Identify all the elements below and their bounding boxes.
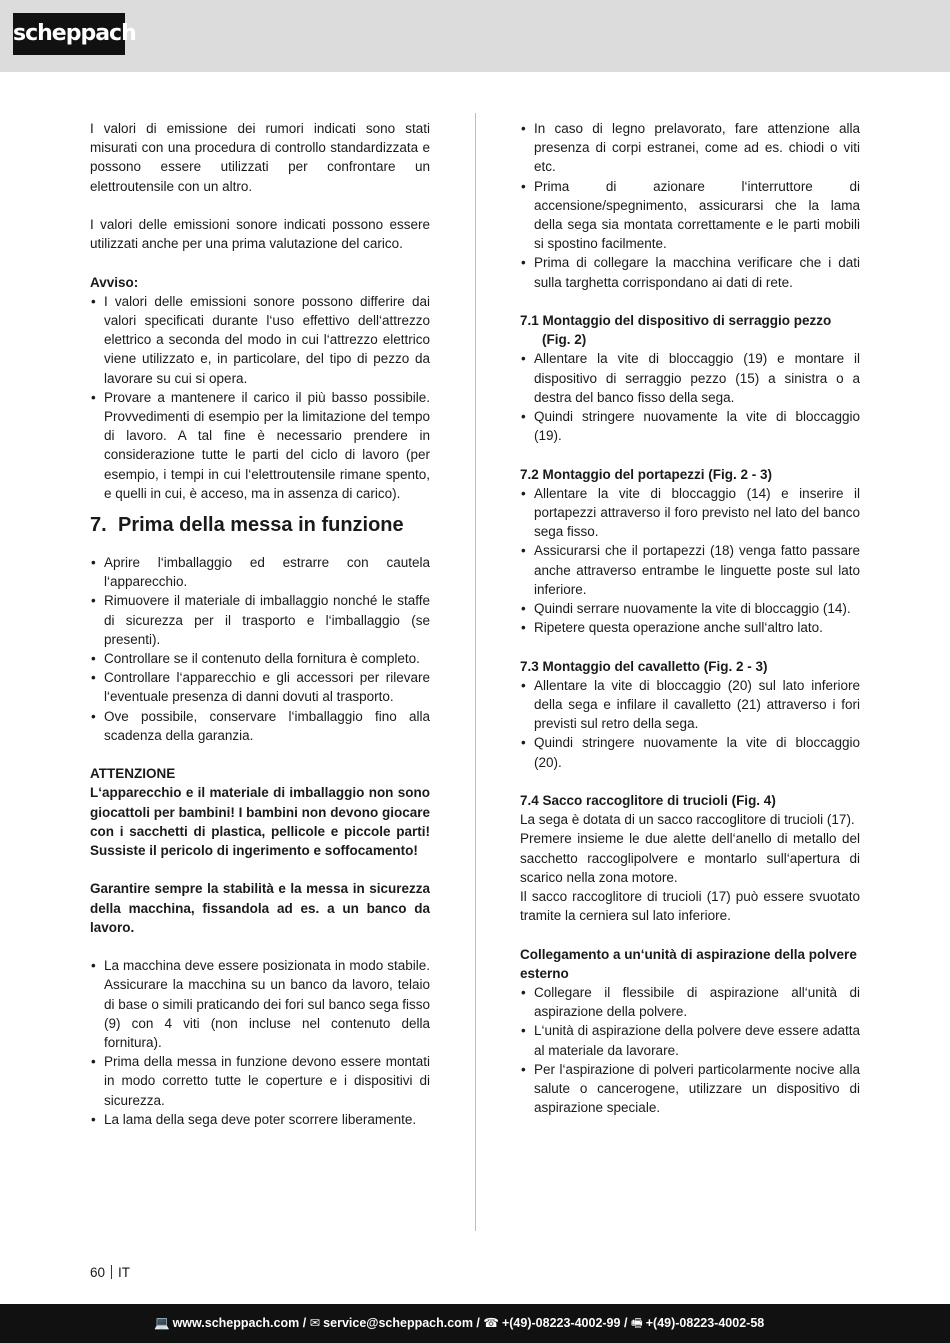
list-item: • Controllare l‘apparecchio e gli accessori per rilevare l‘eventuale presenza di danni dovuti al trasporto. [90,668,430,706]
preparation-list [520,119,860,292]
section-7-4-paragraph-2: Premere insieme le due alette dell‘anello di metallo del sacchetto raccoglipolvere e montarlo sull‘apertura di scarico nella zona motore. [520,831,860,885]
list-item: • Ripetere questa operazione anche sull‘altro lato. [520,618,860,637]
phone-icon: ☎ [483,1316,499,1330]
section-7-4-paragraph-1: La sega è dotata di un sacco raccoglitore di trucioli (17). [520,812,855,828]
attenzione-heading: ATTENZIONE [90,766,176,782]
list-item: • Controllare se il contenuto della fornitura è completo. [90,649,430,668]
fax-icon: 🖷 [630,1316,643,1330]
dust-extraction-list [520,983,860,1117]
mail-icon: ✉ [309,1316,321,1330]
contact-bar [0,1304,950,1343]
section-7-3-heading: 7.3 Montaggio del cavalletto (Fig. 2 - 3) [520,658,768,674]
list-item: • La macchina deve essere posizionata in modo stabile. Assicurare la macchina su un banco da lavoro, telaio di base o simili praticando dei fori sul banco sega fisso (9) con 4 viti (non incluse nel contenuto della fornitura). [90,956,430,1052]
attenzione-text: L‘apparecchio e il materiale di imballaggio non sono giocattoli per bambini! I bambini non devono giocare con i sacchetti di plastica, pellicole e piccole parti! Sussiste il pericolo di ingerimento e soffocamento! [90,785,430,859]
right-column [520,119,860,1117]
list-item: • Quindi stringere nuovamente la vite di bloccaggio (20). [520,733,860,771]
list-item: • I valori delle emissioni sonore possono differire dai valori specificati durante l‘uso effettivo dell‘attrezzo elettrico a seconda del modo in cui l‘attrezzo elettrico viene utilizzato e, in particolare, del tipo di pezzo da lavorare su cui si opera. [90,292,430,388]
section-7-1-fig: (Fig. 2) [542,332,587,348]
list-item: • Collegare il flessibile di aspirazione all‘unità di aspirazione della polvere. [520,983,860,1021]
fax-number: +(49)-08223-4002-58 [645,1316,765,1330]
computer-icon: 💻 [154,1316,170,1330]
section-number: 7. [90,514,107,537]
list-item: • In caso di legno prelavorato, fare attenzione alla presenza di corpi estranei, come ad es. chiodi o viti etc. [520,119,860,177]
contact-separator: / [302,1316,307,1330]
section-7-4-paragraph-3: Il sacco raccoglitore di trucioli (17) può essere svuotato tramite la cerniera sul lato inferiore. [520,889,860,924]
language-code: IT [118,1265,131,1280]
list-item: • Prima di azionare l‘interruttore di accensione/spegnimento, assicurarsi che la lama della sega sia montata correttamente e le parti mobili si spostino facilmente. [520,177,860,254]
section-7-2-heading: 7.2 Montaggio del portapezzi (Fig. 2 - 3) [520,466,773,482]
footer-separator [111,1265,112,1279]
left-column [90,119,430,1129]
list-item: • Allentare la vite di bloccaggio (14) e inserire il portapezzi attraverso il foro previsto nel lato del banco sega fisso. [520,484,860,542]
section-7-2-list [520,484,860,638]
list-item: • Quindi serrare nuovamente la vite di bloccaggio (14). [520,599,860,618]
list-item: • L‘unità di aspirazione della polvere deve essere adatta al materiale da lavorare. [520,1021,860,1059]
section-7-list [90,553,430,745]
contact-separator: / [476,1316,480,1330]
scheppach-logo: scheppach [13,13,125,55]
section-7-3-list [520,676,860,772]
section-7-1-heading [520,311,860,349]
column-divider [475,113,476,1231]
page-number: 60 [90,1265,106,1280]
list-item: • La lama della sega deve poter scorrere liberamente. [90,1110,430,1129]
header-bar [0,0,950,72]
list-item: • Per l‘aspirazione di polveri particolarmente nocive alla salute o cancerogene, utilizzare un dispositivo di aspirazione speciale. [520,1060,860,1118]
noise-paragraph-1: I valori di emissione dei rumori indicati sono stati misurati con una procedura di controllo standardizzata e possono essere utilizzati per confrontare un elettroutensile con un altro. [90,121,430,194]
section-7-heading [90,511,430,539]
stability-warning: Garantire sempre la stabilità e la messa in sicurezza della macchina, fissandola ad es. a un banco da lavoro. [90,881,430,935]
section-title: Prima della messa in funzione [118,514,404,537]
contact-separator: / [623,1316,628,1330]
email-link[interactable]: service@scheppach.com [323,1316,473,1330]
list-item: • Aprire l‘imballaggio ed estrarre con cautela l‘apparecchio. [90,553,430,591]
dust-extraction-heading: Collegamento a un‘unità di aspirazione della polvere esterno [520,946,857,981]
list-item: • Ove possibile, conservare l‘imballaggio fino alla scadenza della garanzia. [90,707,430,745]
section-7-4-heading: 7.4 Sacco raccoglitore di trucioli (Fig. 4) [520,793,776,809]
website-link[interactable]: www.scheppach.com [172,1316,300,1330]
page-footer [90,1265,130,1280]
section-7-1-list [520,349,860,445]
list-item: • Rimuovere il materiale di imballaggio nonché le staffe di sicurezza per il trasporto e l‘imballaggio (se presenti). [90,591,430,649]
list-item: • Prima di collegare la macchina verificare che i dati sulla targhetta corrispondano ai dati di rete. [520,253,860,291]
list-item: • Assicurarsi che il portapezzi (18) venga fatto passare anche attraverso entrambe le linguette poste sul lato inferiore. [520,541,860,599]
avviso-list [90,292,430,503]
phone-number: +(49)-08223-4002-99 [501,1316,621,1330]
installation-list [90,956,430,1129]
section-7-1-title: 7.1 Montaggio del dispositivo di serraggio pezzo [520,313,832,329]
noise-paragraph-2: I valori delle emissioni sonore indicati possono essere utilizzati anche per una prima valutazione del carico. [90,217,430,252]
list-item: • Provare a mantenere il carico il più basso possibile. Provvedimenti di esempio per la limitazione del tempo di lavoro. A tal fine è necessario prendere in considerazione tutte le parti del ciclo di lavoro (per esempio, i tempi in cui l‘elettroutensile rimane spento, e quelli in cui, è acceso, ma in assenza di carico). [90,388,430,503]
list-item: • Prima della messa in funzione devono essere montati in modo corretto tutte le coperture e i dispositivi di sicurezza. [90,1052,430,1110]
list-item: • Allentare la vite di bloccaggio (19) e montare il dispositivo di serraggio pezzo (15) a sinistra o a destra del banco fisso della sega. [520,349,860,407]
avviso-heading: Avviso: [90,274,139,290]
list-item: • Allentare la vite di bloccaggio (20) sul lato inferiore della sega e infilare il cavalletto (21) attraverso i fori previsti sul retro della sega. [520,676,860,734]
list-item: • Quindi stringere nuovamente la vite di bloccaggio (19). [520,407,860,445]
